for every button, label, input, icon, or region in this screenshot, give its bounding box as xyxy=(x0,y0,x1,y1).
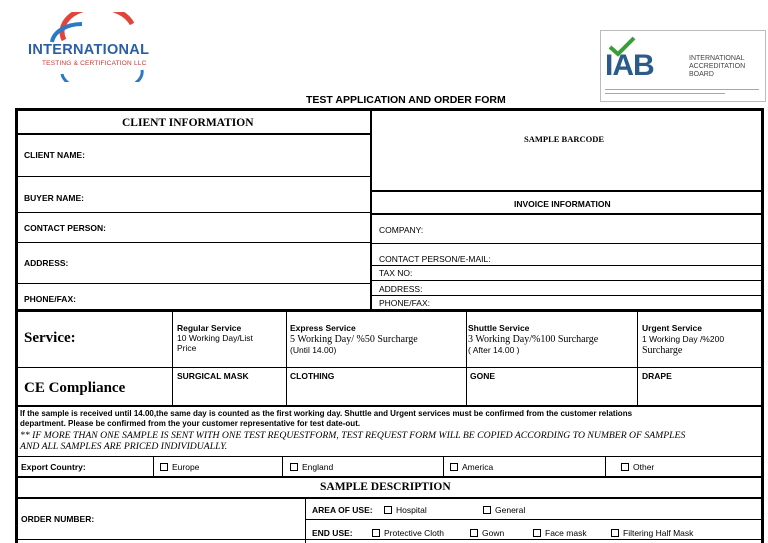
client-section-title: CLIENT INFORMATION xyxy=(122,117,254,129)
export-option-europe[interactable] xyxy=(160,462,199,472)
export-england-label: England xyxy=(302,462,334,472)
sample-barcode-label: SAMPLE BARCODE xyxy=(524,134,605,144)
iab-mark: IAB xyxy=(605,49,654,82)
area-option-hospital[interactable] xyxy=(384,505,427,515)
checkbox-icon[interactable] xyxy=(290,463,298,471)
regular-service-line1: 10 Working Day/List xyxy=(177,333,253,343)
invoice-contact-label[interactable]: CONTACT PERSON/E-MAIL: xyxy=(379,254,491,264)
checkbox-icon[interactable] xyxy=(160,463,168,471)
end-option-gown[interactable] xyxy=(470,528,504,538)
iab-text-2: ACCREDITATION xyxy=(689,63,746,70)
checkbox-icon[interactable] xyxy=(533,529,541,537)
area-hospital-label: Hospital xyxy=(396,505,427,515)
urgent-service-line2: Surcharge xyxy=(642,345,683,356)
urgent-service-title: Urgent Service xyxy=(642,323,702,333)
company-name: INTERNATIONAL xyxy=(28,42,150,58)
area-general-label: General xyxy=(495,505,526,515)
notes-multiple-samples xyxy=(20,430,685,452)
end-face-mask-label: Face mask xyxy=(545,528,587,538)
form-title: TEST APPLICATION AND ORDER FORM xyxy=(306,94,506,106)
area-option-general[interactable] xyxy=(483,505,525,515)
international-testing-logo xyxy=(22,12,182,82)
regular-service-option[interactable] xyxy=(177,323,253,353)
regular-service-line2: Price xyxy=(177,343,197,353)
checkbox-icon[interactable] xyxy=(621,463,629,471)
notes-line2: department. Please be confirmed from the your customer representative for test date-out. xyxy=(20,419,361,428)
notes-line1: If the sample is received until 14.00,the same day is counted as the first working day. Shuttle and Urgent services must be confirmed from the customer relations xyxy=(20,409,633,418)
end-filtering-half-mask-label: Filtering Half Mask xyxy=(623,528,694,538)
end-protective-cloth-label: Protective Cloth xyxy=(384,528,444,538)
express-service-line2: (Until 14.00) xyxy=(290,345,337,355)
invoice-phone-label[interactable]: PHONE/FAX: xyxy=(379,298,431,308)
urgent-service-option[interactable] xyxy=(642,323,724,356)
export-other-label: Other xyxy=(633,462,655,472)
end-option-face-mask[interactable] xyxy=(533,528,587,538)
export-europe-label: Europe xyxy=(172,462,200,472)
checkbox-icon[interactable] xyxy=(384,506,392,514)
checkbox-icon[interactable] xyxy=(372,529,380,537)
express-service-title: Express Service xyxy=(290,323,356,333)
end-option-filtering-half-mask[interactable] xyxy=(611,528,693,538)
shuttle-service-line1: 3 Working Day/%100 Surcharge xyxy=(468,334,599,345)
ce-option-gone[interactable]: GONE xyxy=(470,371,496,381)
ce-option-clothing[interactable]: CLOTHING xyxy=(290,371,335,381)
ce-option-drape[interactable]: DRAPE xyxy=(642,371,672,381)
invoice-company-label[interactable]: COMPANY: xyxy=(379,225,424,235)
order-number-label[interactable]: ORDER NUMBER: xyxy=(21,514,95,524)
express-service-option[interactable] xyxy=(290,323,418,356)
regular-service-title: Regular Service xyxy=(177,323,242,333)
address-label[interactable]: ADDRESS: xyxy=(24,258,69,268)
company-tagline: TESTING & CERTIFICATION LLC xyxy=(42,60,147,67)
invoice-section-title: INVOICE INFORMATION xyxy=(514,199,611,209)
iab-text-3: BOARD xyxy=(689,71,714,78)
shuttle-service-title: Shuttle Service xyxy=(468,323,530,333)
export-option-other[interactable] xyxy=(621,462,654,472)
end-option-protective-cloth[interactable] xyxy=(372,528,444,538)
export-america-label: America xyxy=(462,462,494,472)
export-country-label: Export Country: xyxy=(21,462,86,472)
checkbox-icon[interactable] xyxy=(611,529,619,537)
area-of-use-label: AREA OF USE: xyxy=(312,505,373,515)
buyer-name-label[interactable]: BUYER NAME: xyxy=(24,193,84,203)
checkbox-icon[interactable] xyxy=(470,529,478,537)
contact-person-label[interactable]: CONTACT PERSON: xyxy=(24,223,107,233)
invoice-tax-label[interactable]: TAX NO: xyxy=(379,268,413,278)
end-use-label: END USE: xyxy=(312,528,353,538)
iab-text-1: INTERNATIONAL xyxy=(689,55,745,62)
notes-line3: ** IF MORE THAN ONE SAMPLE IS SENT WITH ONE TEST REQUESTFORM, TEST REQUEST FORM WILL BE COPIED ACCORDING TO NUMBER OF SAMPLES xyxy=(20,430,686,441)
export-option-america[interactable] xyxy=(450,462,493,472)
checkbox-icon[interactable] xyxy=(450,463,458,471)
express-service-line1: 5 Working Day/ %50 Surcharge xyxy=(290,334,418,345)
iab-accreditation-logo xyxy=(600,30,766,102)
invoice-address-label[interactable]: ADDRESS: xyxy=(379,284,423,294)
phone-fax-label[interactable]: PHONE/FAX: xyxy=(24,294,76,304)
notes-working-day xyxy=(20,409,632,429)
export-option-england[interactable] xyxy=(290,462,333,472)
ce-compliance-label: CE Compliance xyxy=(24,380,126,396)
ce-option-surgical-mask[interactable]: SURGICAL MASK xyxy=(177,371,249,381)
notes-line4: AND ALL SAMPLES ARE PRICED INDIVIDUALLY. xyxy=(20,441,228,452)
checkbox-icon[interactable] xyxy=(483,506,491,514)
service-label: Service: xyxy=(24,330,76,346)
urgent-service-line1: 1 Working Day /%200 xyxy=(642,334,725,344)
end-gown-label: Gown xyxy=(482,528,505,538)
shuttle-service-line2: ( After 14.00 ) xyxy=(468,345,520,355)
shuttle-service-option[interactable] xyxy=(468,323,598,356)
sample-section-title: SAMPLE DESCRIPTION xyxy=(320,481,451,493)
client-name-label[interactable]: CLIENT NAME: xyxy=(24,150,85,160)
